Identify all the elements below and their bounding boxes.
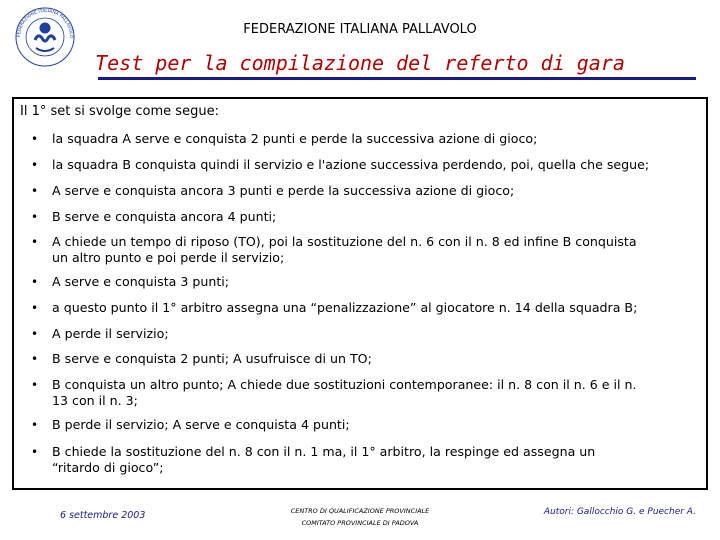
bullet-icon: • bbox=[31, 132, 39, 146]
footer-center-line2: COMITATO PROVINCIALE DI PADOVA bbox=[301, 519, 419, 527]
bullet-icon: • bbox=[31, 158, 39, 172]
list-item-text: B serve e conquista ancora 4 punti; bbox=[52, 209, 277, 224]
footer-authors: Autori: Gallocchio G. e Puecher A. bbox=[543, 507, 696, 517]
footer-center-line1: CENTRO DI QUALIFICAZIONE PROVINCIALE bbox=[290, 507, 430, 515]
title-underline bbox=[98, 77, 696, 80]
organization-name: FEDERAZIONE ITALIANA PALLAVOLO bbox=[243, 22, 477, 37]
logo-ring-text: FEDERAZIONE ITALIANA PALLAVOLO bbox=[16, 8, 74, 39]
bullet-icon: • bbox=[31, 210, 39, 224]
list-item-text-continued: un altro punto e poi perde il servizio; bbox=[52, 250, 285, 265]
bullet-icon: • bbox=[31, 275, 39, 289]
content-box bbox=[12, 97, 708, 490]
bullet-icon: • bbox=[31, 235, 39, 249]
bullet-icon: • bbox=[31, 378, 39, 392]
list-item-text-continued: “ritardo di gioco”; bbox=[52, 460, 164, 475]
bullet-icon: • bbox=[31, 445, 39, 459]
list-item-text: a questo punto il 1° arbitro assegna una “penalizzazione” al giocatore n. 14 della squadra B; bbox=[52, 300, 638, 315]
bullet-icon: • bbox=[31, 352, 39, 366]
list-item-text-continued: 13 con il n. 3; bbox=[52, 393, 138, 408]
page-title: Test per la compilazione del referto di gara bbox=[95, 51, 625, 75]
list-item-text: B conquista un altro punto; A chiede due sostituzioni contemporanee: il n. 8 con il n. 6 e il n. bbox=[52, 377, 637, 392]
bullet-icon: • bbox=[31, 301, 39, 315]
list-item-text: B chiede la sostituzione del n. 8 con il n. 1 ma, il 1° arbitro, la respinge ed assegna un bbox=[52, 444, 596, 459]
list-item-text: A perde il servizio; bbox=[52, 326, 169, 341]
list-item-text: A serve e conquista 3 punti; bbox=[52, 274, 230, 289]
list-item-text: B perde il servizio; A serve e conquista 4 punti; bbox=[52, 417, 350, 432]
footer-date: 6 settembre 2003 bbox=[60, 510, 146, 521]
bullet-icon: • bbox=[31, 184, 39, 198]
bullet-icon: • bbox=[31, 418, 39, 432]
list-item-text: la squadra A serve e conquista 2 punti e perde la successiva azione di gioco; bbox=[52, 131, 538, 146]
list-item-text: A chiede un tempo di riposo (TO), poi la sostituzione del n. 6 con il n. 8 ed infine B conquista bbox=[52, 234, 637, 249]
bullet-icon: • bbox=[31, 327, 39, 341]
footer-organization bbox=[250, 505, 470, 529]
list-item-text: la squadra B conquista quindi il servizio e l'azione successiva perdendo, poi, quella che segue; bbox=[52, 157, 650, 172]
list-item-text: B serve e conquista 2 punti; A usufruisce di un TO; bbox=[52, 351, 372, 366]
intro-text: Il 1° set si svolge come segue: bbox=[20, 104, 219, 119]
list-item-text: A serve e conquista ancora 3 punti e perde la successiva azione di gioco; bbox=[52, 183, 515, 198]
